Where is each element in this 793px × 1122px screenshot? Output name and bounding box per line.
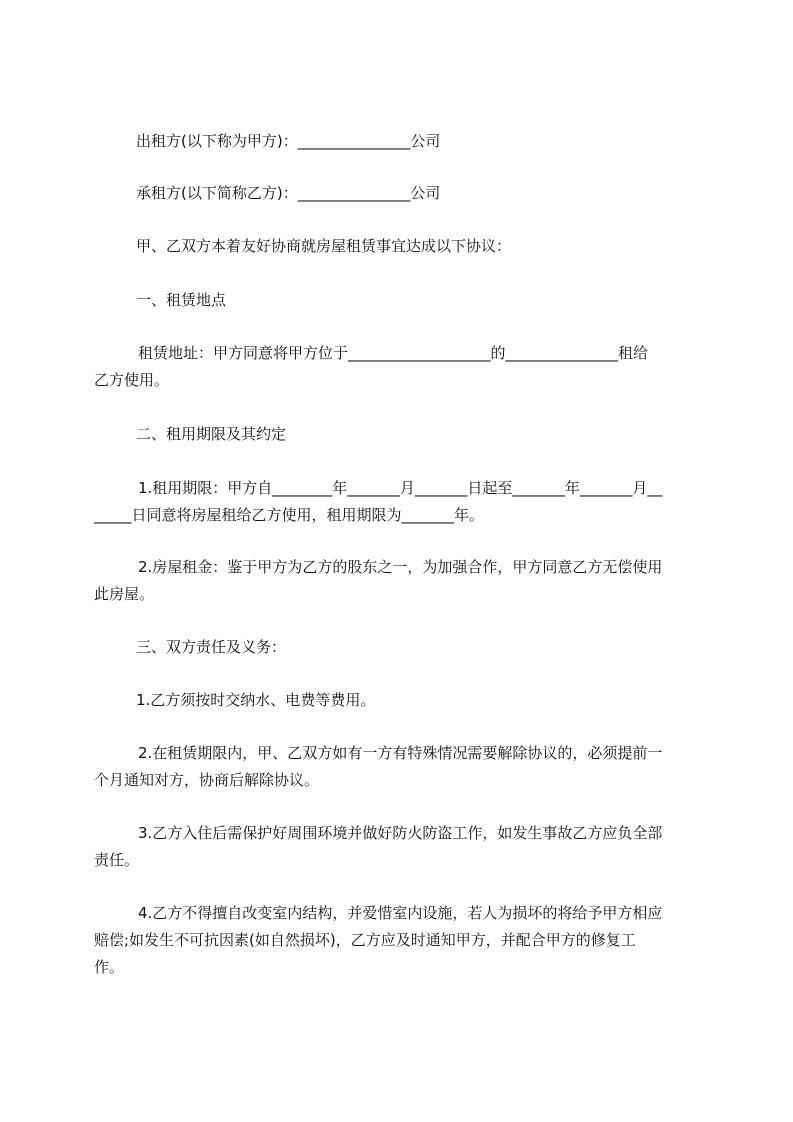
party-b-line: 承租方(以下简称乙方)：_______________公司 [136, 184, 441, 202]
section-3-item-1: 1.乙方须按时交纳水、电费等费用。 [136, 691, 376, 709]
section-3-item-3-line-2: 责任。 [94, 851, 140, 869]
section-2-item-2-line-2: 此房屋。 [94, 585, 155, 603]
section-3-item-3-line-1: 3.乙方入住后需保护好周围环境并做好防火防盗工作，如发生事故乙方应负全部 [138, 824, 663, 842]
section-2-item-1-line-2: _____日同意将房屋租给乙方使用，租用期限为_______年。 [94, 506, 485, 524]
section-1-heading: 一、租赁地点 [136, 291, 227, 309]
section-2-item-2-line-1: 2.房屋租金：鉴于甲方为乙方的股东之一，为加强合作，甲方同意乙方无偿使用 [138, 558, 663, 576]
section-2-item-1-line-1: 1.租用期限：甲方自________年_______月_______日起至_______年_______月__ [138, 479, 663, 497]
intro-paragraph: 甲、乙双方本着友好协商就房屋租赁事宜达成以下协议： [136, 237, 512, 255]
section-1-paragraph-line-2: 乙方使用。 [94, 371, 170, 389]
section-3-item-2-line-2: 个月通知对方，协商后解除协议。 [94, 771, 320, 789]
section-3-item-2-line-1: 2.在租赁期限内，甲、乙双方如有一方有特殊情况需要解除协议的，必须提前一 [138, 744, 663, 762]
section-3-item-4-line-2: 赔偿;如发生不可抗因素(如自然损坏)，乙方应及时通知甲方，并配合甲方的修复工 [94, 931, 636, 949]
section-2-heading: 二、租用期限及其约定 [136, 425, 287, 443]
section-1-paragraph-line-1: 租赁地址：甲方同意将甲方位于___________________的_______________租给 [138, 344, 649, 362]
party-a-line: 出租方(以下称为甲方)：_______________公司 [136, 132, 441, 150]
section-3-item-4-line-1: 4.乙方不得擅自改变室内结构，并爱惜室内设施，若人为损坏的将给予甲方相应 [138, 904, 663, 922]
section-3-heading: 三、双方责任及义务： [136, 638, 287, 656]
section-3-item-4-line-3: 作。 [94, 958, 125, 976]
